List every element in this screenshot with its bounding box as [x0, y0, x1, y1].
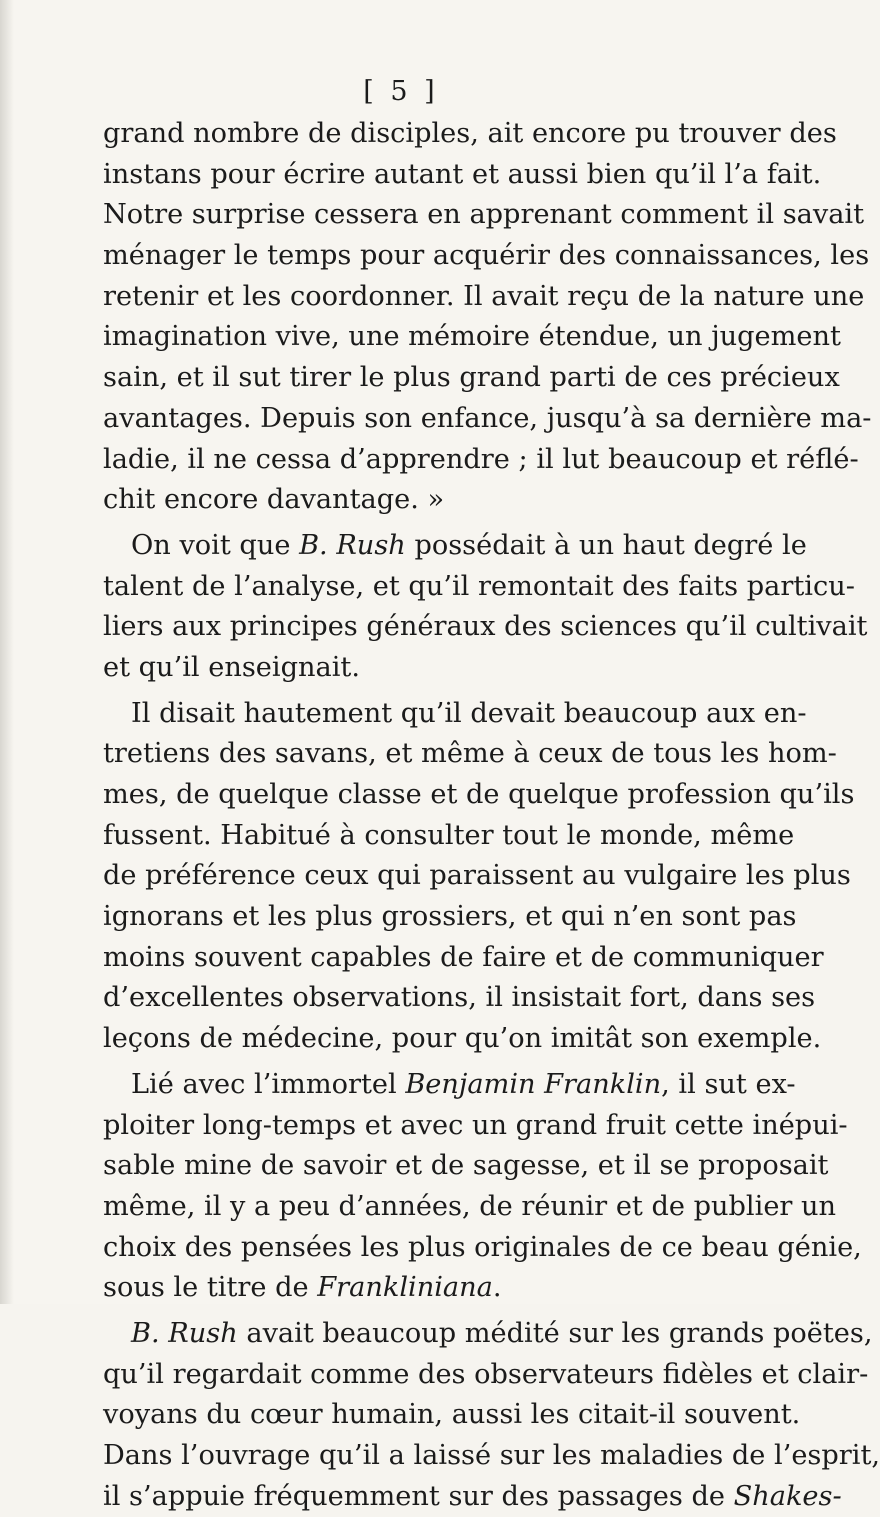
text-run: . — [492, 1272, 502, 1304]
text-run: Dans l’ouvrage qu’il a laissé sur les maladies de l’esprit, — [103, 1440, 880, 1471]
text-line — [103, 1187, 837, 1228]
text-line — [103, 775, 855, 816]
text-line — [103, 648, 753, 689]
text-run: choix des pensées les plus originales de ce beau génie, — [103, 1231, 862, 1263]
text-run: talent de l’analyse, et qu’il remontait des faits particu- — [103, 570, 855, 602]
text-run: ménager le temps pour acquérir des connaissances, les — [103, 240, 870, 272]
text-line — [103, 856, 851, 897]
text-run: On voit que — [131, 529, 300, 561]
page-number: [ 5 ] — [363, 76, 437, 107]
text-run: avait beaucoup médité sur les grands poëtes, — [237, 1317, 873, 1349]
text-line — [103, 399, 872, 440]
text-line — [103, 1355, 869, 1396]
text-line — [103, 114, 837, 155]
text-line — [103, 897, 797, 938]
text-run: instans pour écrire autant et aussi bien qu’il l’a fait. — [103, 158, 822, 190]
text-run: et qu’il enseignait. — [103, 651, 360, 683]
text-line — [103, 694, 807, 735]
text-line — [103, 734, 837, 775]
italic-text: B. Rush — [299, 529, 406, 561]
text-line — [103, 1228, 862, 1269]
text-run: fussent. Habitué à consulter tout le monde, même — [103, 819, 795, 851]
italic-text: Frankliniana — [317, 1272, 493, 1304]
text-run: Lié avec l’immortel — [131, 1068, 406, 1100]
text-run: voyans du cœur humain, aussi les citait-il souvent. — [103, 1399, 801, 1431]
text-run: liers aux principes généraux des sciences qu’il cultivait — [103, 611, 868, 643]
body-text — [103, 114, 880, 1517]
text-line — [103, 1268, 753, 1309]
text-run: il s’appuie fréquemment sur des passages de — [103, 1480, 734, 1512]
text-line — [103, 358, 840, 399]
text-line — [103, 526, 807, 567]
text-run: grand nombre de disciples, ait encore pu trouver des — [103, 118, 837, 149]
text-line — [103, 1395, 801, 1436]
paragraph — [103, 1314, 880, 1517]
text-run: imagination vive, une mémoire étendue, un jugement — [103, 321, 841, 353]
text-line — [103, 195, 865, 236]
text-line — [103, 938, 824, 979]
text-run: sous le titre de — [103, 1272, 318, 1304]
italic-text: Shakes- — [733, 1480, 842, 1512]
text-run: avantages. Depuis son enfance, jusqu’à sa dernière ma- — [103, 402, 872, 434]
text-run: moins souvent capables de faire et de communiquer — [103, 941, 824, 973]
text-run: chit encore davantage. » — [103, 484, 445, 516]
paragraph — [103, 114, 872, 521]
page-edge-shadow — [0, 0, 14, 1304]
text-run: tretiens des savans, et même à ceux de tous les hom- — [103, 738, 837, 770]
text-line — [103, 277, 865, 318]
text-run: ladie, il ne cessa d’apprendre ; il lut beaucoup et réflé- — [103, 443, 859, 475]
text-line — [103, 440, 859, 481]
text-run: ignorans et les plus grossiers, et qui n’en sont pas — [103, 901, 797, 933]
text-line — [103, 1019, 822, 1060]
text-run: qu’il regardait comme des observateurs fidèles et clair- — [103, 1358, 869, 1390]
paragraph — [103, 694, 855, 1060]
text-run: leçons de médecine, pour qu’on imitât son exemple. — [103, 1023, 822, 1055]
text-line — [103, 978, 816, 1019]
text-line — [103, 480, 753, 521]
text-run: retenir et les coordonner. Il avait reçu de la nature une — [103, 280, 865, 312]
text-run: de préférence ceux qui paraissent au vulgaire les plus — [103, 860, 851, 892]
text-run: , il sut ex- — [661, 1068, 796, 1100]
text-line — [103, 1436, 880, 1477]
text-line — [103, 1477, 842, 1517]
text-line — [103, 816, 795, 857]
text-run: Il disait hautement qu’il devait beaucoup aux en- — [131, 697, 807, 729]
text-line — [103, 1065, 796, 1106]
paragraph — [103, 526, 868, 689]
italic-text: Benjamin Franklin — [405, 1068, 662, 1100]
text-line — [103, 155, 822, 196]
text-line — [103, 317, 841, 358]
text-run: Notre surprise cessera en apprenant comment il savait — [103, 199, 865, 231]
text-run: possédait à un haut degré le — [405, 529, 807, 561]
text-run: mes, de quelque classe et de quelque profession qu’ils — [103, 779, 855, 810]
text-line — [103, 567, 855, 608]
text-line — [103, 236, 870, 277]
text-run: sable mine de savoir et de sagesse, et il se proposait — [103, 1150, 829, 1182]
paragraph — [103, 1065, 862, 1309]
text-line — [103, 1106, 848, 1147]
text-line — [103, 1146, 829, 1187]
italic-text: B. Rush — [131, 1317, 238, 1349]
text-line — [103, 1314, 873, 1355]
text-run: sain, et il sut tirer le plus grand parti de ces précieux — [103, 362, 840, 394]
text-run: même, il y a peu d’années, de réunir et de publier un — [103, 1190, 837, 1222]
text-run: ploiter long-temps et avec un grand fruit cette inépui- — [103, 1109, 848, 1141]
text-run: d’excellentes observations, il insistait fort, dans ses — [103, 982, 816, 1014]
text-line — [103, 607, 868, 648]
